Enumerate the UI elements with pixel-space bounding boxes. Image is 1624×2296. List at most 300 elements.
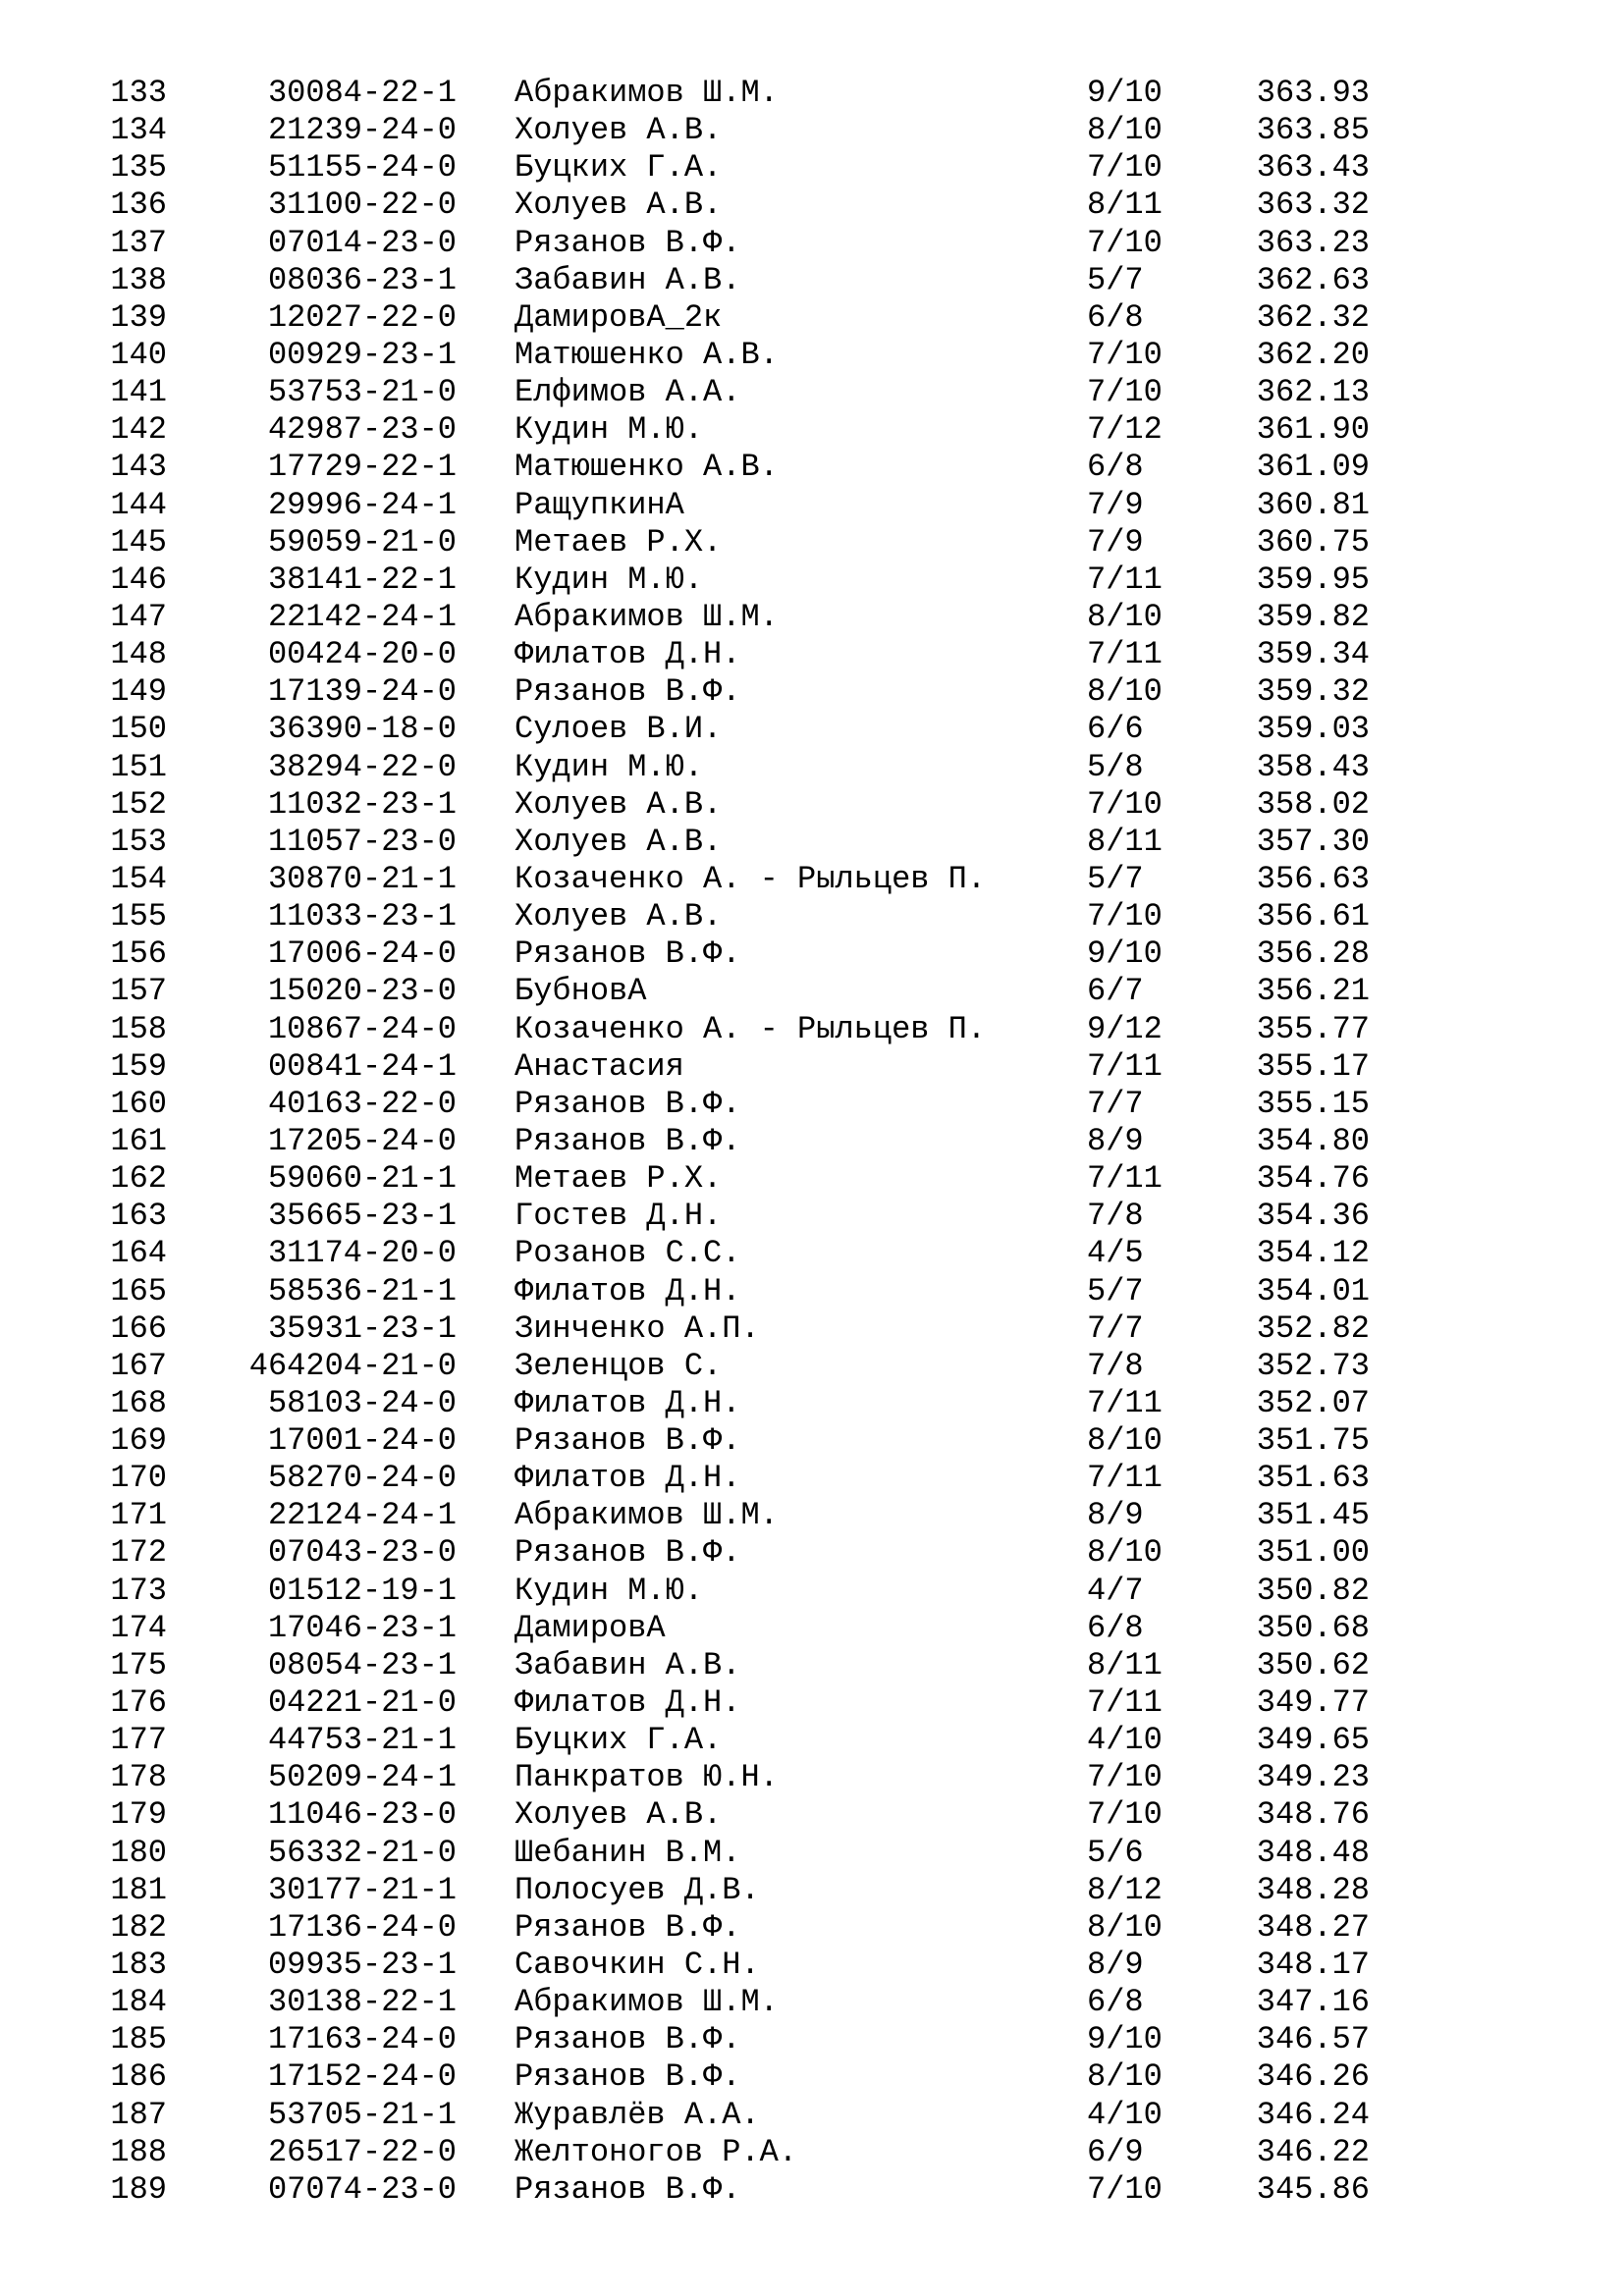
- entry-code: 08054-23-1: [267, 1646, 457, 1683]
- score-value: 363.85: [1256, 112, 1370, 149]
- table-row: [0, 225, 1624, 262]
- ratio-value: 7/7: [1087, 1309, 1144, 1347]
- author-name: Метаев Р.Х.: [514, 1160, 723, 1198]
- author-name: ДамировА: [514, 1609, 666, 1646]
- entry-code: 58536-21-1: [267, 1272, 457, 1309]
- author-name: Рязанов В.Ф.: [514, 2170, 741, 2208]
- entry-code: 07014-23-0: [267, 224, 457, 261]
- row-number: 178: [110, 1759, 167, 1796]
- row-number: 133: [110, 75, 167, 111]
- ratio-value: 9/10: [1087, 2021, 1163, 2058]
- ratio-value: 7/10: [1087, 898, 1163, 935]
- entry-code: 17046-23-1: [267, 1609, 457, 1646]
- table-row: [0, 524, 1624, 561]
- score-value: 349.77: [1256, 1684, 1370, 1722]
- ratio-value: 7/10: [1087, 785, 1163, 823]
- author-name: Холуев А.В.: [514, 112, 723, 149]
- score-value: 350.62: [1256, 1646, 1370, 1683]
- author-name: Филатов Д.Н.: [514, 1460, 741, 1497]
- row-number: 174: [110, 1609, 167, 1646]
- ratio-value: 7/11: [1087, 636, 1163, 673]
- score-value: 354.01: [1256, 1272, 1370, 1309]
- score-value: 359.34: [1256, 636, 1370, 673]
- author-name: ДамировА_2к: [514, 298, 723, 336]
- row-number: 168: [110, 1384, 167, 1421]
- row-number: 180: [110, 1834, 167, 1871]
- table-row: [0, 935, 1624, 973]
- score-value: 363.43: [1256, 149, 1370, 187]
- score-value: 351.63: [1256, 1460, 1370, 1497]
- author-name: БубновА: [514, 973, 647, 1010]
- author-name: Филатов Д.Н.: [514, 636, 741, 673]
- author-name: Филатов Д.Н.: [514, 1384, 741, 1421]
- row-number: 167: [110, 1347, 167, 1384]
- table-row: [0, 1048, 1624, 1086]
- table-row: [0, 1796, 1624, 1834]
- ratio-value: 4/7: [1087, 1572, 1144, 1609]
- table-row: [0, 673, 1624, 711]
- author-name: Полосуев Д.В.: [514, 1871, 760, 1908]
- row-number: 171: [110, 1497, 167, 1534]
- entry-code: 01512-19-1: [267, 1572, 457, 1609]
- ratio-value: 4/5: [1087, 1235, 1144, 1272]
- score-value: 363.32: [1256, 187, 1370, 224]
- author-name: Матюшенко А.В.: [514, 336, 779, 373]
- table-row: [0, 1573, 1624, 1610]
- row-number: 188: [110, 2133, 167, 2170]
- score-value: 348.27: [1256, 1908, 1370, 1946]
- row-number: 159: [110, 1047, 167, 1085]
- score-value: 346.57: [1256, 2021, 1370, 2058]
- ratio-value: 7/10: [1087, 336, 1163, 373]
- table-row: [0, 1273, 1624, 1310]
- row-number: 182: [110, 1908, 167, 1946]
- ratio-value: 8/10: [1087, 2058, 1163, 2096]
- author-name: Кудин М.Ю.: [514, 411, 704, 449]
- entry-code: 04221-21-0: [267, 1684, 457, 1722]
- ratio-value: 9/10: [1087, 75, 1163, 111]
- row-number: 179: [110, 1796, 167, 1834]
- table-row: [0, 1310, 1624, 1348]
- score-value: 356.63: [1256, 860, 1370, 897]
- score-value: 359.82: [1256, 598, 1370, 635]
- table-row: [0, 1123, 1624, 1160]
- row-number: 163: [110, 1198, 167, 1235]
- score-value: 356.28: [1256, 935, 1370, 973]
- author-name: Рязанов В.Ф.: [514, 935, 741, 973]
- row-number: 151: [110, 748, 167, 785]
- table-row: [0, 2021, 1624, 2058]
- score-value: 357.30: [1256, 823, 1370, 860]
- author-name: Рязанов В.Ф.: [514, 1122, 741, 1159]
- ratio-value: 8/12: [1087, 1871, 1163, 1908]
- table-row: [0, 75, 1624, 112]
- table-row: [0, 1984, 1624, 2021]
- score-value: 352.07: [1256, 1384, 1370, 1421]
- author-name: Розанов С.С.: [514, 1235, 741, 1272]
- table-row: [0, 786, 1624, 824]
- table-row: [0, 149, 1624, 187]
- entry-code: 59060-21-1: [267, 1160, 457, 1198]
- table-row: [0, 1086, 1624, 1123]
- table-row: [0, 1011, 1624, 1048]
- author-name: Филатов Д.Н.: [514, 1272, 741, 1309]
- row-number: 140: [110, 336, 167, 373]
- ratio-value: 7/7: [1087, 1085, 1144, 1122]
- row-number: 169: [110, 1422, 167, 1460]
- ratio-value: 7/11: [1087, 561, 1163, 598]
- table-row: [0, 1160, 1624, 1198]
- entry-code: 58270-24-0: [267, 1460, 457, 1497]
- author-name: Гостев Д.Н.: [514, 1198, 723, 1235]
- ratio-value: 8/11: [1087, 823, 1163, 860]
- table-row: [0, 749, 1624, 786]
- author-name: Холуев А.В.: [514, 898, 723, 935]
- table-row: [0, 1198, 1624, 1235]
- entry-code: 17152-24-0: [267, 2058, 457, 2096]
- table-row: [0, 1497, 1624, 1534]
- score-value: 362.63: [1256, 261, 1370, 298]
- row-number: 138: [110, 261, 167, 298]
- row-number: 139: [110, 298, 167, 336]
- entry-code: 12027-22-0: [267, 298, 457, 336]
- author-name: Анастасия: [514, 1047, 684, 1085]
- entry-code: 17163-24-0: [267, 2021, 457, 2058]
- entry-code: 40163-22-0: [267, 1085, 457, 1122]
- entry-code: 59059-21-0: [267, 523, 457, 561]
- score-value: 349.23: [1256, 1759, 1370, 1796]
- score-value: 355.77: [1256, 1010, 1370, 1047]
- author-name: Абракимов Ш.М.: [514, 598, 779, 635]
- row-number: 153: [110, 823, 167, 860]
- table-row: [0, 1235, 1624, 1272]
- row-number: 145: [110, 523, 167, 561]
- author-name: Козаченко А. - Рыльцев П.: [514, 860, 987, 897]
- ratio-value: 7/8: [1087, 1347, 1144, 1384]
- row-number: 162: [110, 1160, 167, 1198]
- score-value: 352.73: [1256, 1347, 1370, 1384]
- entry-code: 00424-20-0: [267, 636, 457, 673]
- table-row: [0, 1610, 1624, 1647]
- entry-code: 11057-23-0: [267, 823, 457, 860]
- score-value: 352.82: [1256, 1309, 1370, 1347]
- ratio-value: 7/11: [1087, 1384, 1163, 1421]
- table-row: [0, 1835, 1624, 1872]
- score-value: 346.22: [1256, 2133, 1370, 2170]
- author-name: Забавин А.В.: [514, 1646, 741, 1683]
- author-name: Абракимов Ш.М.: [514, 75, 779, 111]
- author-name: Журавлёв А.А.: [514, 2096, 760, 2133]
- author-name: Холуев А.В.: [514, 1796, 723, 1834]
- entry-code: 17139-24-0: [267, 673, 457, 711]
- row-number: 158: [110, 1010, 167, 1047]
- row-number: 146: [110, 561, 167, 598]
- row-number: 175: [110, 1646, 167, 1683]
- score-value: 361.90: [1256, 411, 1370, 449]
- author-name: Рязанов В.Ф.: [514, 224, 741, 261]
- entry-code: 29996-24-1: [267, 486, 457, 523]
- score-value: 354.36: [1256, 1198, 1370, 1235]
- table-row: [0, 2058, 1624, 2096]
- row-number: 156: [110, 935, 167, 973]
- author-name: Холуев А.В.: [514, 187, 723, 224]
- ratio-value: 4/10: [1087, 1722, 1163, 1759]
- table-row: [0, 411, 1624, 449]
- author-name: Забавин А.В.: [514, 261, 741, 298]
- score-value: 356.61: [1256, 898, 1370, 935]
- table-row: [0, 1872, 1624, 1909]
- row-number: 147: [110, 598, 167, 635]
- score-value: 363.93: [1256, 75, 1370, 111]
- row-number: 172: [110, 1534, 167, 1572]
- ratio-value: 7/9: [1087, 486, 1144, 523]
- row-number: 143: [110, 449, 167, 486]
- row-number: 181: [110, 1871, 167, 1908]
- score-value: 350.68: [1256, 1609, 1370, 1646]
- entry-code: 36390-18-0: [267, 711, 457, 748]
- entry-code: 30084-22-1: [267, 75, 457, 111]
- ratio-value: 7/10: [1087, 224, 1163, 261]
- ratio-value: 6/8: [1087, 1609, 1144, 1646]
- ratio-value: 6/8: [1087, 298, 1144, 336]
- score-value: 348.28: [1256, 1871, 1370, 1908]
- ratio-value: 6/7: [1087, 973, 1144, 1010]
- entry-code: 56332-21-0: [267, 1834, 457, 1871]
- entry-code: 17006-24-0: [267, 935, 457, 973]
- score-value: 354.76: [1256, 1160, 1370, 1198]
- ratio-value: 6/8: [1087, 1984, 1144, 2021]
- row-number: 185: [110, 2021, 167, 2058]
- ratio-value: 7/10: [1087, 374, 1163, 411]
- ratio-value: 5/7: [1087, 1272, 1144, 1309]
- entry-code: 17001-24-0: [267, 1422, 457, 1460]
- entry-code: 21239-24-0: [267, 112, 457, 149]
- ratio-value: 6/9: [1087, 2133, 1144, 2170]
- score-value: 346.26: [1256, 2058, 1370, 2096]
- row-number: 149: [110, 673, 167, 711]
- row-number: 137: [110, 224, 167, 261]
- author-name: Елфимов А.А.: [514, 374, 741, 411]
- entry-code: 38141-22-1: [267, 561, 457, 598]
- ratio-value: 7/12: [1087, 411, 1163, 449]
- entry-code: 09935-23-1: [267, 1947, 457, 1984]
- author-name: Рязанов В.Ф.: [514, 673, 741, 711]
- ratio-value: 7/8: [1087, 1198, 1144, 1235]
- table-row: [0, 299, 1624, 337]
- row-number: 173: [110, 1572, 167, 1609]
- author-name: Филатов Д.Н.: [514, 1684, 741, 1722]
- table-row: [0, 861, 1624, 898]
- author-name: Рязанов В.Ф.: [514, 1085, 741, 1122]
- score-value: 349.65: [1256, 1722, 1370, 1759]
- entry-code: 58103-24-0: [267, 1384, 457, 1421]
- score-value: 351.00: [1256, 1534, 1370, 1572]
- row-number: 164: [110, 1235, 167, 1272]
- entry-code: 17136-24-0: [267, 1908, 457, 1946]
- entry-code: 31100-22-0: [267, 187, 457, 224]
- author-name: Буцких Г.А.: [514, 149, 723, 187]
- author-name: Метаев Р.Х.: [514, 523, 723, 561]
- score-value: 359.95: [1256, 561, 1370, 598]
- score-value: 362.13: [1256, 374, 1370, 411]
- author-name: Матюшенко А.В.: [514, 449, 779, 486]
- score-value: 359.03: [1256, 711, 1370, 748]
- row-number: 183: [110, 1947, 167, 1984]
- row-number: 134: [110, 112, 167, 149]
- ratio-value: 7/10: [1087, 2170, 1163, 2208]
- table-row: [0, 711, 1624, 748]
- row-number: 154: [110, 860, 167, 897]
- entry-code: 53705-21-1: [267, 2096, 457, 2133]
- score-value: 350.82: [1256, 1572, 1370, 1609]
- author-name: Сулоев В.И.: [514, 711, 723, 748]
- table-row: [0, 1385, 1624, 1422]
- ratio-value: 7/10: [1087, 1796, 1163, 1834]
- entry-code: 10867-24-0: [267, 1010, 457, 1047]
- ratio-value: 9/12: [1087, 1010, 1163, 1047]
- table-row: [0, 374, 1624, 411]
- ratio-value: 9/10: [1087, 935, 1163, 973]
- row-number: 152: [110, 785, 167, 823]
- table-row: [0, 973, 1624, 1010]
- author-name: Желтоногов Р.А.: [514, 2133, 798, 2170]
- ratio-value: 7/10: [1087, 1759, 1163, 1796]
- entry-code: 42987-23-0: [267, 411, 457, 449]
- entry-code: 30138-22-1: [267, 1984, 457, 2021]
- author-name: Зинченко А.П.: [514, 1309, 760, 1347]
- row-number: 166: [110, 1309, 167, 1347]
- table-row: [0, 1947, 1624, 1984]
- ratio-value: 6/8: [1087, 449, 1144, 486]
- ratio-value: 8/9: [1087, 1122, 1144, 1159]
- row-number: 170: [110, 1460, 167, 1497]
- table-row: [0, 2097, 1624, 2134]
- results-table: [0, 75, 1624, 2209]
- row-number: 187: [110, 2096, 167, 2133]
- author-name: Рязанов В.Ф.: [514, 1908, 741, 1946]
- entry-code: 00841-24-1: [267, 1047, 457, 1085]
- score-value: 348.17: [1256, 1947, 1370, 1984]
- author-name: Панкратов Ю.Н.: [514, 1759, 779, 1796]
- ratio-value: 5/8: [1087, 748, 1144, 785]
- score-value: 358.43: [1256, 748, 1370, 785]
- author-name: Холуев А.В.: [514, 785, 723, 823]
- entry-code: 07043-23-0: [267, 1534, 457, 1572]
- ratio-value: 8/10: [1087, 1908, 1163, 1946]
- score-value: 359.32: [1256, 673, 1370, 711]
- table-row: [0, 1722, 1624, 1759]
- ratio-value: 7/11: [1087, 1047, 1163, 1085]
- entry-code: 17205-24-0: [267, 1122, 457, 1159]
- table-row: [0, 2171, 1624, 2209]
- ratio-value: 8/10: [1087, 1422, 1163, 1460]
- table-row: [0, 824, 1624, 861]
- author-name: Абракимов Ш.М.: [514, 1497, 779, 1534]
- author-name: Холуев А.В.: [514, 823, 723, 860]
- table-row: [0, 599, 1624, 636]
- score-value: 363.23: [1256, 224, 1370, 261]
- table-row: [0, 1460, 1624, 1497]
- table-row: [0, 1422, 1624, 1460]
- table-row: [0, 561, 1624, 599]
- author-name: Козаченко А. - Рыльцев П.: [514, 1010, 987, 1047]
- ratio-value: 8/10: [1087, 598, 1163, 635]
- score-value: 358.02: [1256, 785, 1370, 823]
- row-number: 177: [110, 1722, 167, 1759]
- entry-code: 50209-24-1: [267, 1759, 457, 1796]
- entry-code: 11032-23-1: [267, 785, 457, 823]
- score-value: 355.15: [1256, 1085, 1370, 1122]
- table-row: [0, 187, 1624, 224]
- author-name: Буцких Г.А.: [514, 1722, 723, 1759]
- ratio-value: 7/11: [1087, 1160, 1163, 1198]
- score-value: 362.20: [1256, 336, 1370, 373]
- entry-code: 00929-23-1: [267, 336, 457, 373]
- entry-code: 31174-20-0: [267, 1235, 457, 1272]
- ratio-value: 7/10: [1087, 149, 1163, 187]
- ratio-value: 7/11: [1087, 1460, 1163, 1497]
- author-name: Кудин М.Ю.: [514, 748, 704, 785]
- row-number: 144: [110, 486, 167, 523]
- row-number: 160: [110, 1085, 167, 1122]
- entry-code: 22142-24-1: [267, 598, 457, 635]
- row-number: 189: [110, 2170, 167, 2208]
- ratio-value: 8/11: [1087, 1646, 1163, 1683]
- score-value: 354.80: [1256, 1122, 1370, 1159]
- ratio-value: 8/11: [1087, 187, 1163, 224]
- table-row: [0, 1909, 1624, 1947]
- score-value: 345.86: [1256, 2170, 1370, 2208]
- table-row: [0, 1348, 1624, 1385]
- table-row: [0, 449, 1624, 486]
- score-value: 360.81: [1256, 486, 1370, 523]
- ratio-value: 7/9: [1087, 523, 1144, 561]
- score-value: 351.75: [1256, 1422, 1370, 1460]
- entry-code: 30177-21-1: [267, 1871, 457, 1908]
- ratio-value: 8/9: [1087, 1947, 1144, 1984]
- author-name: Рязанов В.Ф.: [514, 1534, 741, 1572]
- author-name: Рязанов В.Ф.: [514, 2058, 741, 2096]
- ratio-value: 5/7: [1087, 261, 1144, 298]
- row-number: 176: [110, 1684, 167, 1722]
- ratio-value: 6/6: [1087, 711, 1144, 748]
- entry-code: 464204-21-0: [248, 1347, 457, 1384]
- author-name: Кудин М.Ю.: [514, 1572, 704, 1609]
- entry-code: 26517-22-0: [267, 2133, 457, 2170]
- score-value: 348.76: [1256, 1796, 1370, 1834]
- author-name: Зеленцов С.: [514, 1347, 723, 1384]
- score-value: 355.17: [1256, 1047, 1370, 1085]
- author-name: Рязанов В.Ф.: [514, 2021, 741, 2058]
- entry-code: 08036-23-1: [267, 261, 457, 298]
- row-number: 136: [110, 187, 167, 224]
- score-value: 361.09: [1256, 449, 1370, 486]
- score-value: 354.12: [1256, 1235, 1370, 1272]
- entry-code: 38294-22-0: [267, 748, 457, 785]
- row-number: 150: [110, 711, 167, 748]
- author-name: Рязанов В.Ф.: [514, 1422, 741, 1460]
- table-row: [0, 898, 1624, 935]
- score-value: 356.21: [1256, 973, 1370, 1010]
- row-number: 157: [110, 973, 167, 1010]
- row-number: 161: [110, 1122, 167, 1159]
- ratio-value: 5/6: [1087, 1834, 1144, 1871]
- entry-code: 35931-23-1: [267, 1309, 457, 1347]
- entry-code: 30870-21-1: [267, 860, 457, 897]
- entry-code: 07074-23-0: [267, 2170, 457, 2208]
- entry-code: 51155-24-0: [267, 149, 457, 187]
- author-name: Шебанин В.М.: [514, 1834, 741, 1871]
